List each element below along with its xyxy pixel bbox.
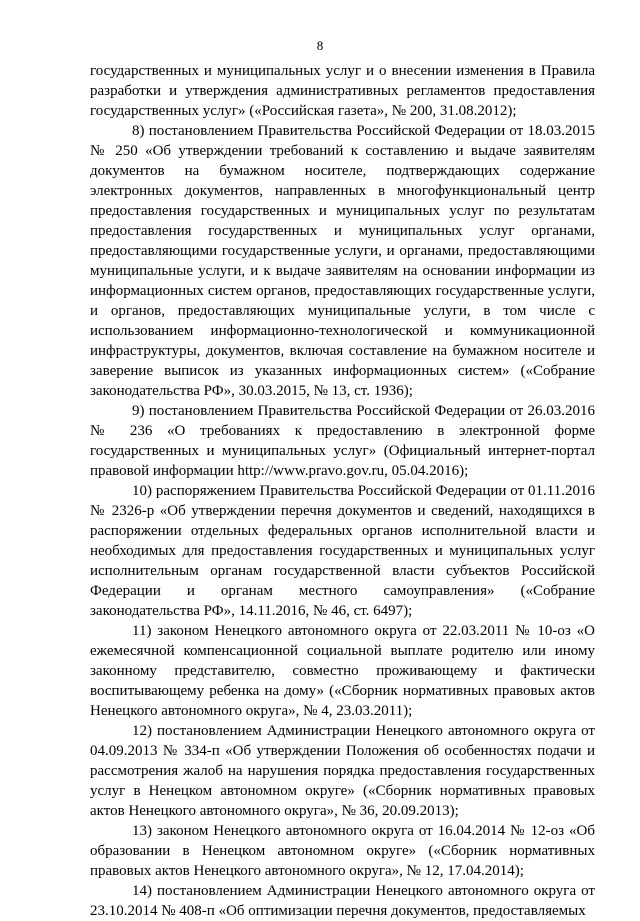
paragraph-item-12: 12) постановлением Администрации Ненецкого автономного округа от 04.09.2013 № 334-п «Об утверждении Положения об особенностях подачи и рассмотрения жалоб на нарушения порядка предоставления государственных услуг в Ненецком автономном округе» («Сборник нормативных правовых актов Ненецкого автономного округа», № 36, 20.09.2013); xyxy=(90,723,595,819)
paragraph-item-9: 9) постановлением Правительства Российской Федерации от 26.03.2016 № 236 «О требованиях к предоставлению в электронной форме государственных и муниципальных услуг» (Официальный интернет-портал правовой информации http://www.pravo.gov.ru, 05.04.2016); xyxy=(90,403,595,479)
paragraph-continuation: государственных и муниципальных услуг и о внесении изменения в Правила разработки и утверждения административных регламентов предоставления государственных услуг» («Российская газета», № 200, 31.08.2012); xyxy=(90,63,595,119)
paragraph-item-14: 14) постановлением Администрации Ненецкого автономного округа от 23.10.2014 № 408-п «Об оптимизации перечня документов, предоставляемых xyxy=(90,883,595,919)
paragraph-item-10: 10) распоряжением Правительства Российской Федерации от 01.11.2016 № 2326-р «Об утверждении перечня документов и сведений, находящихся в распоряжении отдельных федеральных органов исполнительной власти и необходимых для предоставления государственных и муниципальных услуг исполнительным органам государственной власти субъектов Российской Федерации и органам местного самоуправления» («Собрание законодательства РФ», 14.11.2016, № 46, ст. 6497); xyxy=(90,483,595,619)
paragraph-item-8: 8) постановлением Правительства Российской Федерации от 18.03.2015 № 250 «Об утверждении требований к составлению и выдаче заявителям документов на бумажном носителе, подтверждающих содержание электронных документов, направленных в многофункциональный центр предоставления государственных и муниципальных услуг по результатам предоставления государственных и муниципальных услуг органами, предоставляющими государственные услуги, и органами, предоставляющими муниципальные услуги, и к выдаче заявителям на основании информации из информационных систем органов, предоставляющих государственные услуги, и органов, предоставляющих муниципальные услуги, в том числе с использованием информационно-технологической и коммуникационной инфраструктуры, документов, включая составление на бумажном носителе и заверение выписок из указанных информационных систем» («Собрание законодательства РФ», 30.03.2015, № 13, ст. 1936); xyxy=(90,123,595,399)
page-number: 8 xyxy=(316,38,324,53)
document-body xyxy=(90,61,595,921)
paragraph-item-13: 13) законом Ненецкого автономного округа от 16.04.2014 № 12-оз «Об образовании в Ненецком автономном округе» («Сборник нормативных правовых актов Ненецкого автономного округа», № 12, 17.04.2014); xyxy=(90,823,595,879)
paragraph-item-11: 11) законом Ненецкого автономного округа от 22.03.2011 № 10-оз «О ежемесячной компенсационной социальной выплате родителю или иному законному представителю, совместно проживающему и фактически воспитывающему ребенка на дому» («Сборник нормативных правовых актов Ненецкого автономного округа», № 4, 23.03.2011); xyxy=(90,623,595,719)
